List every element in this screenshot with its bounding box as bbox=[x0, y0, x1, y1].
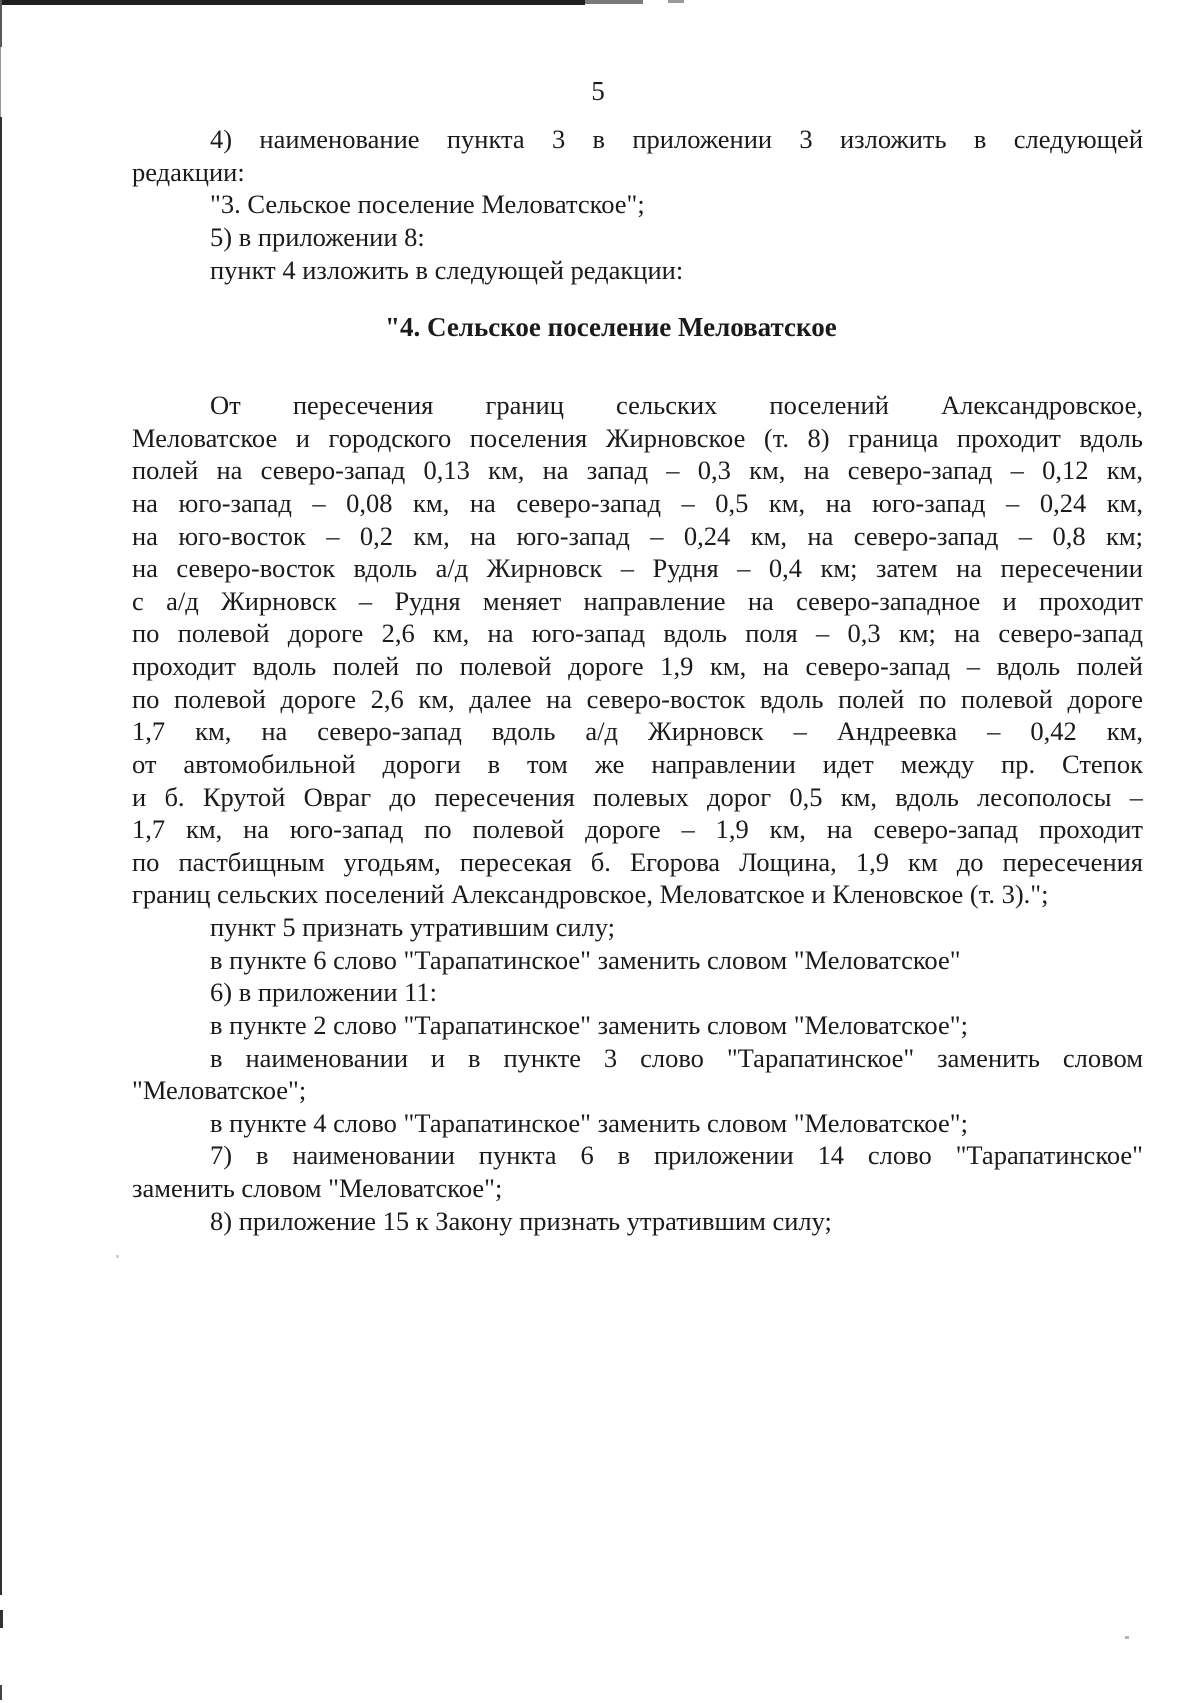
text-line: на юго-запад – 0,08 км, на северо-запад – 0,5 км, на юго-запад – 0,24 км, bbox=[132, 487, 1143, 518]
text-line: пункт 5 признать утратившим силу; bbox=[210, 912, 616, 942]
text-line: 1,7 км, на юго-запад по полевой дороге – 1,9 км, на северо-запад проходит bbox=[132, 814, 1143, 845]
text-line: в пункте 6 слово "Тарапатинское" заменить словом "Меловатское" bbox=[210, 944, 961, 975]
text-line: 4) наименование пункта 3 в приложении 3 изложить в следующей bbox=[210, 124, 1143, 154]
text-line: 1,7 км, на северо-запад вдоль а/д Жирновск – Андреевка – 0,42 км, bbox=[132, 716, 1143, 747]
scan-artifact-top-bar-gray bbox=[585, 0, 643, 4]
text-line: Меловатское и городского поселения Жирновское (т. 8) граница проходит вдоль bbox=[132, 422, 1143, 453]
text-line: от автомобильной дороги в том же направлении идет между пр. Степок bbox=[132, 748, 1143, 779]
text-line: 5) в приложении 8: bbox=[210, 221, 425, 252]
text-line: с а/д Жирновск – Рудня меняет направление на северо-западное и проходит bbox=[132, 585, 1143, 616]
text-line: границ сельских поселений Александровское, Меловатское и Кленовское (т. 3)."; bbox=[132, 879, 1049, 910]
text-line: редакции: bbox=[132, 156, 245, 187]
text-line: 8) приложение 15 к Закону признать утратившим силу; bbox=[210, 1205, 832, 1236]
text-line: пункт 4 изложить в следующей редакции: bbox=[210, 254, 684, 285]
text-line: 6) в приложении 11: bbox=[210, 977, 438, 1008]
text-line: заменить словом "Меловатское"; bbox=[132, 1173, 503, 1203]
section-heading: "4. Сельское поселение Меловатское bbox=[385, 312, 837, 342]
scan-artifact-speck bbox=[1125, 1636, 1129, 1639]
scan-artifact-left-edge bbox=[0, 1610, 3, 1628]
text-line: в наименовании и в пункте 3 слово "Тарапатинское" заменить словом bbox=[210, 1042, 1143, 1073]
text-line: "Меловатское"; bbox=[132, 1075, 307, 1106]
text-line: в пункте 2 слово "Тарапатинское" заменить словом "Меловатское"; bbox=[210, 1009, 968, 1040]
text-line: на северо-восток вдоль а/д Жирновск – Рудня – 0,4 км; затем на пересечении bbox=[132, 553, 1143, 584]
text-line: полей на северо-запад 0,13 км, на запад – 0,3 км, на северо-запад – 0,12 км, bbox=[132, 455, 1143, 486]
scan-artifact-left-edge bbox=[0, 117, 2, 1595]
text-line: в пункте 4 слово "Тарапатинское" заменить словом "Меловатское"; bbox=[210, 1107, 968, 1138]
body-block bbox=[132, 389, 1143, 1237]
page-number: 5 bbox=[591, 76, 605, 106]
text-line: на юго-восток – 0,2 км, на юго-запад – 0,24 км, на северо-запад – 0,8 км; bbox=[132, 520, 1143, 551]
text-line: 7) в наименовании пункта 6 в приложении 14 слово "Тарапатинское" bbox=[210, 1140, 1143, 1171]
scan-artifact-left-edge bbox=[0, 1685, 2, 1700]
text-line: "3. Сельское поселение Меловатское"; bbox=[210, 189, 645, 220]
text-line: по полевой дороге 2,6 км, на юго-запад вдоль поля – 0,3 км; на северо-запад bbox=[132, 618, 1143, 649]
scan-artifact-top-tick bbox=[668, 0, 684, 3]
text-line: по пастбищным угодьям, пересекая б. Егорова Лощина, 1,9 км до пересечения bbox=[132, 846, 1143, 877]
text-line: по полевой дороге 2,6 км, далее на северо-восток вдоль полей по полевой дороге bbox=[132, 683, 1143, 714]
scan-artifact-left-edge bbox=[0, 0, 2, 47]
intro-block bbox=[132, 123, 1143, 286]
text-line: проходит вдоль полей по полевой дороге 1,9 км, на северо-запад – вдоль полей bbox=[132, 651, 1143, 681]
text-line: От пересечения границ сельских поселений Александровское, bbox=[210, 390, 1143, 420]
text-line: и б. Крутой Овраг до пересечения полевых дорог 0,5 км, вдоль лесополосы – bbox=[132, 781, 1143, 812]
scan-artifact-top-bar bbox=[0, 0, 585, 5]
scan-artifact-speck bbox=[116, 1255, 119, 1258]
